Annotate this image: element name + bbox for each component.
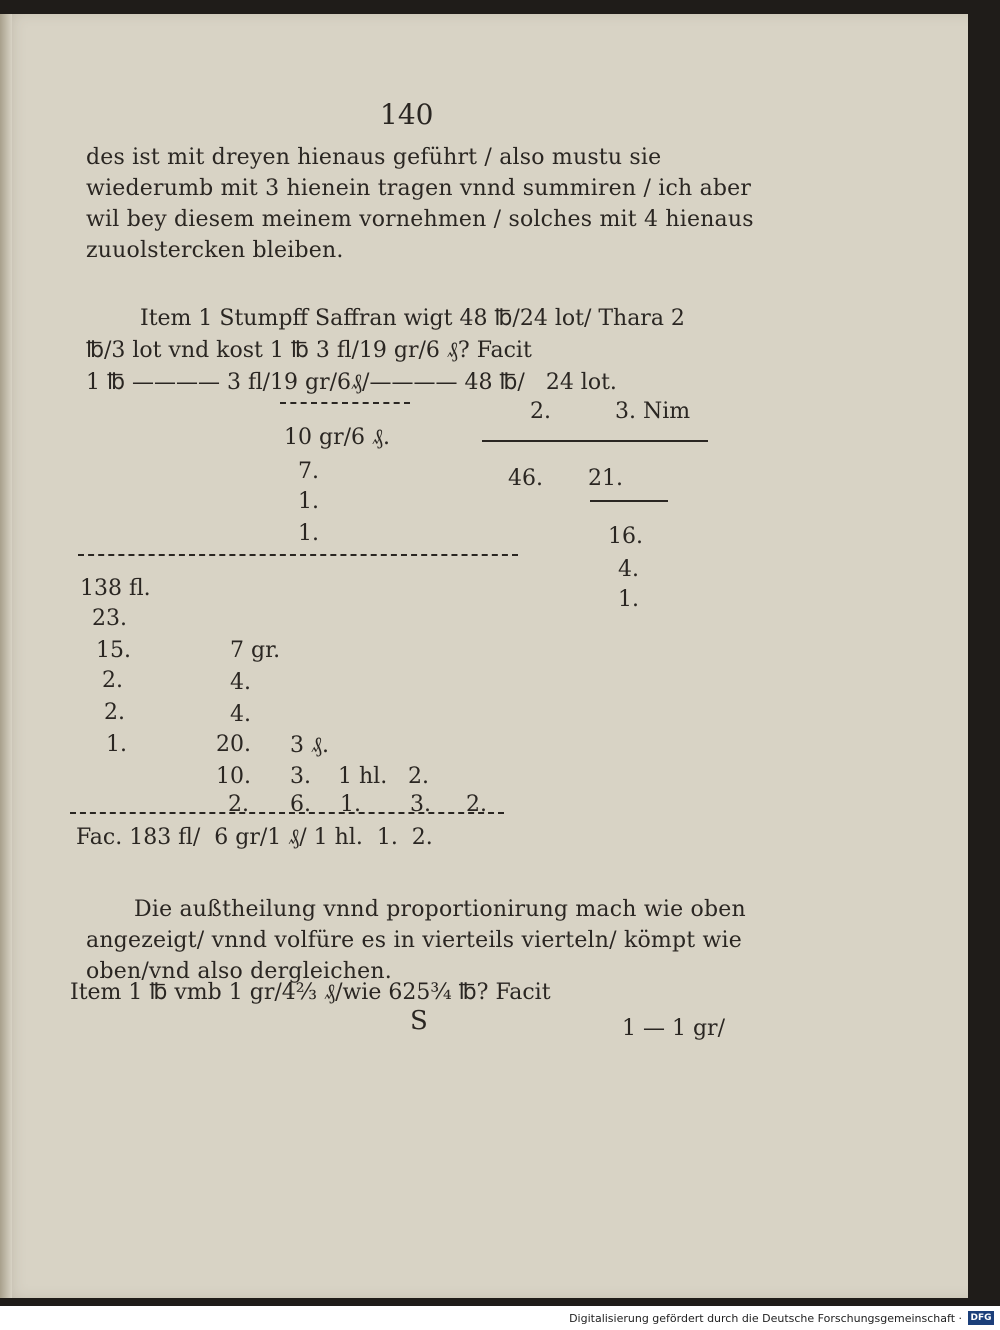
paragraph-4-mark: S [410, 1006, 428, 1036]
calc-mid-1: 7. [298, 459, 319, 484]
page-number: 140 [380, 98, 434, 131]
dfg-logo-icon: DFG [968, 1311, 994, 1325]
calc-right-0: 16. [608, 524, 643, 549]
calc-rule-line: 1 ℔ ———— 3 fl/19 gr/6₰/———— 48 ℔/ 24 lot. [86, 370, 617, 395]
calc-right-2: 1. [618, 587, 639, 612]
calc-rule-divider-3 [590, 500, 668, 502]
calc-facit-line: Fac. 183 fl/ 6 gr/1 ₰/ 1 hl. 1. 2. [76, 825, 433, 850]
footer-credit: Digitalisierung gefördert durch die Deutsche Forschungsgemeinschaft · [569, 1312, 962, 1325]
book-page [0, 14, 968, 1298]
page-gutter [0, 14, 12, 1298]
calc-hl-0: 1 hl. [338, 764, 388, 789]
footer-bar [0, 1306, 1000, 1330]
calc-rule-divider-1 [280, 402, 410, 404]
calc-gr-0: 7 gr. [230, 638, 281, 663]
calc-extra-1: 3. [410, 792, 431, 817]
calc-tara-b: 3. Nim [615, 399, 691, 424]
calc-gr-2: 4. [230, 702, 251, 727]
calc-fl-4: 2. [104, 700, 125, 725]
calc-right-1: 4. [618, 557, 639, 582]
calc-fl-5: 1. [106, 732, 127, 757]
calc-mid-3: 1. [298, 521, 319, 546]
calc-pf-0: 3 ₰. [290, 733, 329, 758]
calc-tara-a: 2. [530, 399, 551, 424]
calc-rule-divider-4 [78, 554, 518, 556]
calc-fl-3: 2. [102, 668, 123, 693]
calc-rule-divider-2 [482, 440, 708, 442]
calc-last-0: 2. [466, 792, 487, 817]
paragraph-1: des ist mit dreyen hienaus geführt / also mustu sie wiederumb mit 3 hienein tragen vnnd summiren / ich aber wil bey diesem meinem vornehmen / solches mit 4 hienaus zuuolstercken bleiben. [86, 145, 754, 263]
calc-pf-1: 3. [290, 764, 311, 789]
calc-fl-1: 23. [92, 606, 127, 631]
calc-fl-2: 15. [96, 638, 131, 663]
calc-gr-1: 4. [230, 670, 251, 695]
paragraph-3: Die außtheilung vnnd proportionirung mach wie oben angezeigt/ vnnd volfüre es in vierteils vierteln/ kömpt wie oben/vnd also dergleichen. [86, 897, 746, 984]
calc-extra-0: 2. [408, 764, 429, 789]
paragraph-4-proportion: 1 — 1 gr/ [622, 1016, 725, 1041]
paragraph-4-line-1: Item 1 ℔ vmb 1 gr/4⅔ ₰/wie 625¾ ℔? Facit [70, 980, 551, 1005]
paragraph-2-line-1: Item 1 Stumpff Saffran wigt 48 ℔/24 lot/ Thara 2 [140, 306, 685, 331]
calc-pf-2: 6. [290, 792, 311, 817]
calc-net-b: 21. [588, 466, 623, 491]
calc-fl-0: 138 fl. [80, 576, 151, 601]
calc-net-a: 46. [508, 466, 543, 491]
calc-rule-divider-5 [70, 812, 504, 814]
calc-gr-5: 2. [228, 792, 249, 817]
calc-mid-0: 10 gr/6 ₰. [284, 425, 390, 450]
calc-gr-3: 20. [216, 732, 251, 757]
calc-mid-2: 1. [298, 489, 319, 514]
calc-hl-1: 1. [340, 792, 361, 817]
calc-gr-4: 10. [216, 764, 251, 789]
paragraph-2-line-2: ℔/3 lot vnd kost 1 ℔ 3 fl/19 gr/6 ₰? Facit [86, 338, 532, 363]
